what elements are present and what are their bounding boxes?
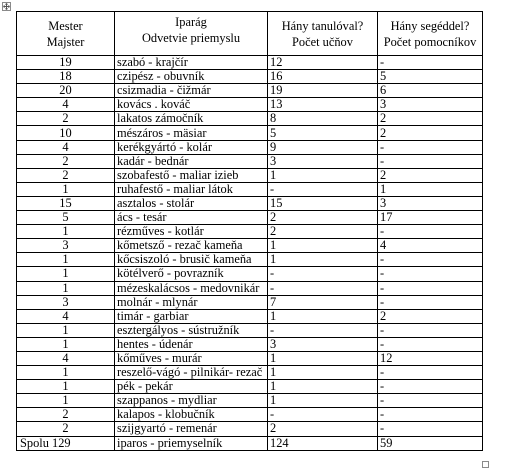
- cell-seged[interactable]: -: [378, 140, 483, 154]
- cell-iparag[interactable]: szobafestő - maliar izieb: [115, 168, 268, 182]
- cell-iparag[interactable]: kőműves - murár: [115, 351, 268, 365]
- table-row: [17, 337, 483, 351]
- cell-iparag[interactable]: ács - tesár: [115, 211, 268, 225]
- cell-mester[interactable]: 1: [17, 253, 115, 267]
- table-row: [17, 394, 483, 408]
- cell-mester[interactable]: 15: [17, 196, 115, 210]
- cell-tanulo[interactable]: 15: [268, 196, 378, 210]
- cell-iparag[interactable]: asztalos - stolár: [115, 196, 268, 210]
- cell-seged[interactable]: -: [378, 267, 483, 281]
- cell-mester[interactable]: 1: [17, 380, 115, 394]
- table-row: [17, 380, 483, 394]
- table-row: [17, 56, 483, 70]
- cell-iparag[interactable]: czipész - obuvník: [115, 70, 268, 84]
- cell-seged[interactable]: 3: [378, 98, 483, 112]
- cell-seged[interactable]: -: [378, 380, 483, 394]
- cell-mester[interactable]: 20: [17, 84, 115, 98]
- cell-mester[interactable]: 1: [17, 323, 115, 337]
- cell-iparag[interactable]: rézműves - kotlár: [115, 225, 268, 239]
- cell-iparag[interactable]: kőmetsző - rezač kameňa: [115, 239, 268, 253]
- table-row: [17, 295, 483, 309]
- cell-tanulo[interactable]: 3: [268, 154, 378, 168]
- table-row: [17, 112, 483, 126]
- cell-seged[interactable]: 3: [378, 196, 483, 210]
- table-resize-handle-icon[interactable]: [482, 461, 489, 468]
- cell-mester[interactable]: Spolu 129: [17, 436, 115, 450]
- cell-seged[interactable]: 2: [378, 112, 483, 126]
- cell-seged[interactable]: -: [378, 337, 483, 351]
- cell-tanulo[interactable]: 1: [268, 239, 378, 253]
- cell-iparag[interactable]: szabó - krajčír: [115, 56, 268, 70]
- cell-seged[interactable]: -: [378, 394, 483, 408]
- cell-iparag[interactable]: mézeskalácsos - medovnikár: [115, 281, 268, 295]
- cell-iparag[interactable]: timár - garbiar: [115, 309, 268, 323]
- cell-iparag[interactable]: ruhafestő - maliar látok: [115, 182, 268, 196]
- cell-tanulo[interactable]: 1: [268, 366, 378, 380]
- cell-seged[interactable]: 2: [378, 168, 483, 182]
- cell-mester[interactable]: 3: [17, 295, 115, 309]
- cell-iparag[interactable]: kerékgyártó - kolár: [115, 140, 268, 154]
- cell-tanulo[interactable]: 12: [268, 56, 378, 70]
- cell-tanulo[interactable]: 9: [268, 140, 378, 154]
- cell-mester[interactable]: 1: [17, 394, 115, 408]
- cell-seged[interactable]: -: [378, 281, 483, 295]
- cell-tanulo[interactable]: 1: [268, 168, 378, 182]
- cell-iparag[interactable]: szijgyartó - remenár: [115, 422, 268, 436]
- cell-iparag[interactable]: lakatos zámočník: [115, 112, 268, 126]
- cell-mester[interactable]: 3: [17, 239, 115, 253]
- cell-mester[interactable]: 10: [17, 126, 115, 140]
- cell-mester[interactable]: 2: [17, 112, 115, 126]
- table-row: [17, 126, 483, 140]
- table-row: [17, 408, 483, 422]
- cell-iparag[interactable]: pék - pekár: [115, 380, 268, 394]
- cell-tanulo[interactable]: 3: [268, 337, 378, 351]
- header-seged-hu: Hány segéddel?: [390, 18, 470, 33]
- cell-seged[interactable]: -: [378, 154, 483, 168]
- cell-seged[interactable]: -: [378, 295, 483, 309]
- cell-seged[interactable]: -: [378, 323, 483, 337]
- header-mester-hu: Mester: [48, 18, 83, 33]
- cell-mester[interactable]: 4: [17, 140, 115, 154]
- cell-iparag[interactable]: reszelő-vágó - pilnikár- rezač: [115, 366, 268, 380]
- cell-iparag[interactable]: csizmadia - čižmár: [115, 84, 268, 98]
- table-row: [17, 366, 483, 380]
- cell-seged[interactable]: -: [378, 422, 483, 436]
- cell-mester[interactable]: 4: [17, 351, 115, 365]
- cell-seged[interactable]: -: [378, 225, 483, 239]
- header-mester-sk: Majster: [46, 34, 85, 49]
- cell-tanulo[interactable]: -: [268, 182, 378, 196]
- cell-seged[interactable]: 1: [378, 182, 483, 196]
- table-row: [17, 211, 483, 225]
- cell-mester[interactable]: 1: [17, 337, 115, 351]
- table-row: [17, 182, 483, 196]
- table-row: [17, 267, 483, 281]
- craftsmen-table: [16, 11, 483, 451]
- cell-iparag[interactable]: szappanos - mydliar: [115, 394, 268, 408]
- header-iparag-hu: Iparág: [175, 15, 207, 29]
- cell-tanulo[interactable]: 13: [268, 98, 378, 112]
- cell-mester[interactable]: 1: [17, 182, 115, 196]
- header-row: [17, 12, 483, 56]
- table-row: [17, 140, 483, 154]
- table-move-handle-icon[interactable]: [2, 2, 11, 11]
- table-row: [17, 225, 483, 239]
- cell-iparag[interactable]: hentes - údenár: [115, 337, 268, 351]
- table-row: [17, 196, 483, 210]
- cell-seged[interactable]: 4: [378, 239, 483, 253]
- cell-tanulo[interactable]: -: [268, 281, 378, 295]
- cell-mester[interactable]: 2: [17, 154, 115, 168]
- cell-tanulo[interactable]: 8: [268, 112, 378, 126]
- cell-iparag[interactable]: kadár - bednár: [115, 154, 268, 168]
- header-tanulo-hu: Hány tanulóval?: [281, 18, 364, 33]
- cell-tanulo[interactable]: 16: [268, 70, 378, 84]
- header-tanulo[interactable]: [268, 12, 378, 56]
- cell-iparag[interactable]: kőcsiszoló - brusič kameňa: [115, 253, 268, 267]
- cell-seged[interactable]: 2: [378, 309, 483, 323]
- cell-mester[interactable]: 1: [17, 225, 115, 239]
- cell-tanulo[interactable]: 7: [268, 295, 378, 309]
- cell-tanulo[interactable]: 2: [268, 225, 378, 239]
- cell-iparag[interactable]: molnár - mlynár: [115, 295, 268, 309]
- table-row: [17, 98, 483, 112]
- cell-tanulo[interactable]: 1: [268, 309, 378, 323]
- table-row: [17, 323, 483, 337]
- cell-iparag[interactable]: kalapos - klobučník: [115, 408, 268, 422]
- cell-seged[interactable]: 2: [378, 126, 483, 140]
- table-row: [17, 239, 483, 253]
- cell-tanulo[interactable]: 1: [268, 253, 378, 267]
- cell-mester[interactable]: 4: [17, 309, 115, 323]
- cell-tanulo[interactable]: -: [268, 267, 378, 281]
- header-tanulo-sk: Počet učňov: [292, 34, 353, 49]
- cell-seged[interactable]: 17: [378, 211, 483, 225]
- summary-row: [17, 436, 483, 450]
- cell-tanulo[interactable]: 1: [268, 351, 378, 365]
- cell-iparag[interactable]: mészáros - mäsiar: [115, 126, 268, 140]
- table-row: [17, 154, 483, 168]
- cell-seged[interactable]: -: [378, 56, 483, 70]
- cell-mester[interactable]: 4: [17, 98, 115, 112]
- header-mester[interactable]: [17, 12, 115, 56]
- table-row: [17, 309, 483, 323]
- cell-seged[interactable]: 59: [378, 436, 483, 450]
- header-seged[interactable]: [378, 12, 483, 56]
- cell-tanulo[interactable]: 5: [268, 126, 378, 140]
- cell-iparag[interactable]: esztergályos - sústružník: [115, 323, 268, 337]
- cell-tanulo[interactable]: 124: [268, 436, 378, 450]
- header-iparag[interactable]: [115, 12, 268, 56]
- cell-tanulo[interactable]: 2: [268, 422, 378, 436]
- cell-seged[interactable]: 6: [378, 84, 483, 98]
- cell-mester[interactable]: 5: [17, 211, 115, 225]
- cell-iparag[interactable]: iparos - priemyselník: [115, 436, 268, 450]
- cell-mester[interactable]: 2: [17, 422, 115, 436]
- cell-tanulo[interactable]: 1: [268, 394, 378, 408]
- cell-mester[interactable]: 19: [17, 56, 115, 70]
- cell-mester[interactable]: 2: [17, 408, 115, 422]
- table-row: [17, 422, 483, 436]
- table-row: [17, 84, 483, 98]
- cell-seged[interactable]: -: [378, 366, 483, 380]
- cell-tanulo[interactable]: -: [268, 323, 378, 337]
- cell-mester[interactable]: 1: [17, 267, 115, 281]
- cell-mester[interactable]: 2: [17, 168, 115, 182]
- cell-seged[interactable]: -: [378, 253, 483, 267]
- cell-mester[interactable]: 18: [17, 70, 115, 84]
- table-row: [17, 168, 483, 182]
- header-seged-sk: Počet pomocníkov: [383, 34, 477, 49]
- cell-iparag[interactable]: kötélverő - povrazník: [115, 267, 268, 281]
- table-row: [17, 70, 483, 84]
- cell-iparag[interactable]: kovács . kováč: [115, 98, 268, 112]
- cell-tanulo[interactable]: 2: [268, 211, 378, 225]
- cell-seged[interactable]: 12: [378, 351, 483, 365]
- table-row: [17, 281, 483, 295]
- cell-mester[interactable]: 1: [17, 281, 115, 295]
- header-iparag-sk: Odvetvie priemyslu: [141, 31, 241, 45]
- cell-mester[interactable]: 1: [17, 366, 115, 380]
- cell-tanulo[interactable]: 1: [268, 380, 378, 394]
- cell-seged[interactable]: 5: [378, 70, 483, 84]
- cell-tanulo[interactable]: 19: [268, 84, 378, 98]
- table-row: [17, 253, 483, 267]
- cell-seged[interactable]: -: [378, 408, 483, 422]
- cell-tanulo[interactable]: -: [268, 408, 378, 422]
- table-row: [17, 351, 483, 365]
